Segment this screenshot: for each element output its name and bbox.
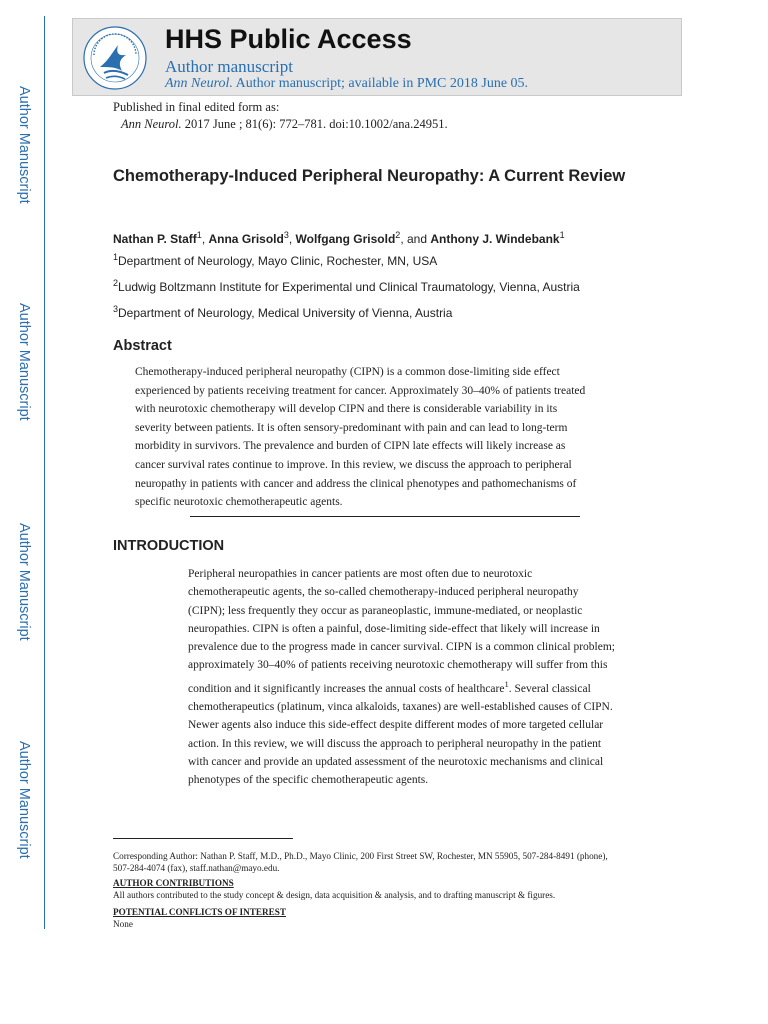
abstract-heading: Abstract [113, 338, 172, 354]
author-name: Nathan P. Staff [113, 232, 197, 246]
intro-line: chemotherapeutic agents, the so-called chemotherapy-induced peripheral neuropathy [188, 586, 579, 599]
introduction-heading: INTRODUCTION [113, 538, 225, 554]
corresponding-author-note: Corresponding Author: Nathan P. Staff, M.D., Ph.D., Mayo Clinic, 200 First Street SW, Rochester, MN 55905, 507-284-8491 (phone), 507-284-4074 (fax), staff.nathan@mayo.edu. [113, 851, 608, 873]
banner-subtitle: Author manuscript [165, 57, 293, 76]
abstract-line: cancer survival rates continue to improve. In this review, we discuss the approach to peripheral [135, 458, 572, 471]
intro-line: chemotherapeutics (platinum, vinca alkaloids, taxanes) are well-established causes of CIPN. [188, 700, 613, 713]
author-list: Nathan P. Staff$^1$, Anna Grisold$^3$, Wolfgang Grisold$^2$, and Anthony J. Windebank$^1$ [113, 230, 565, 246]
affiliation-1: $^1$Department of Neurology, Mayo Clinic, Rochester, MN, USA [113, 252, 438, 268]
abstract-divider [190, 516, 580, 517]
intro-line: action. In this review, we will discuss the approach to peripheral neuropathy in the patient [188, 737, 602, 750]
abstract-line: experienced by patients receiving treatment for cancer. Approximately 30–40% of patients treated [135, 384, 586, 397]
published-citation: Ann Neurol. 2017 June ; 81(6): 772–781. doi:10.1002/ana.24951. [121, 117, 448, 131]
contributions-heading: AUTHOR CONTRIBUTIONS [113, 878, 234, 888]
author-name: Wolfgang Grisold [295, 232, 396, 246]
banner-title: HHS Public Access [165, 24, 412, 54]
abstract-line: severity between patients. It is often sensory-predominant with pain and can lead to long-term [135, 421, 568, 434]
conflicts-note: POTENTIAL CONFLICTS OF INTEREST None [113, 907, 673, 930]
hhs-eagle-seal-icon [82, 25, 148, 91]
abstract-line: with neurotoxic chemotherapy will develop CIPN and there is considerable variability in its [135, 403, 558, 416]
banner-citation: Ann Neurol. Author manuscript; available in PMC 2018 June 05. [165, 76, 529, 91]
intro-line: neuropathies. CIPN is often a painful, dose-limiting side-effect that likely will increase in [188, 622, 600, 635]
author-name: Anthony J. Windebank [430, 232, 560, 246]
article-title: Chemotherapy-Induced Peripheral Neuropathy: A Current Review [113, 167, 626, 185]
intro-line: prevalence due to the progress made in cancer survival. CIPN is a common clinical problem; [188, 641, 615, 654]
published-label: Published in final edited form as: [113, 100, 280, 114]
abstract-line: morbidity in survivors. The prevalence and burden of CIPN late effects will likely increase as [135, 440, 566, 453]
intro-line: condition and it significantly increases the annual costs of healthcare$^1$. Several classical [188, 678, 591, 695]
intro-line: (CIPN); less frequently they occur as paraneoplastic, immune-mediated, or neoplastic [188, 604, 583, 617]
reference-marker: 1 [504, 678, 509, 689]
margin-rule [44, 16, 45, 929]
intro-line: Newer agents also induce this side-effect despite different modes of more targeted cellular [188, 719, 604, 732]
intro-line: phenotypes of the specific chemotherapeutic agents. [188, 774, 429, 787]
intro-line: with cancer and provide an updated assessment of the neurotoxic mechanisms and clinical [188, 755, 604, 768]
author-contributions-note: AUTHOR CONTRIBUTIONS All authors contributed to the study concept & design, data acquisition & analysis, and to drafting manuscript & figures. [113, 878, 673, 901]
hhs-banner [72, 18, 682, 96]
abstract-line: specific neurotoxic chemotherapeutic agents. [135, 496, 343, 509]
abstract-body [135, 363, 635, 512]
abstract-line: neuropathy in patients with cancer and address the clinical phenotypes and pathomechanisms of [135, 477, 577, 490]
affiliation-3: $^3$Department of Neurology, Medical University of Vienna, Austria [113, 304, 453, 320]
intro-line: Peripheral neuropathies in cancer patients are most often due to neurotoxic [188, 568, 533, 580]
author-name: Anna Grisold [208, 232, 284, 246]
intro-line: approximately 30–40% of patients receiving neurotoxic chemotherapy will suffer from this [188, 659, 608, 672]
affiliation-2: $^2$Ludwig Boltzmann Institute for Experimental und Clinical Traumatology, Vienna, Austria [113, 278, 580, 294]
introduction-body [188, 565, 648, 789]
conflicts-heading: POTENTIAL CONFLICTS OF INTEREST [113, 907, 286, 917]
abstract-line: Chemotherapy-induced peripheral neuropathy (CIPN) is a common dose-limiting side effect [135, 366, 560, 378]
footnote-divider [113, 838, 293, 839]
